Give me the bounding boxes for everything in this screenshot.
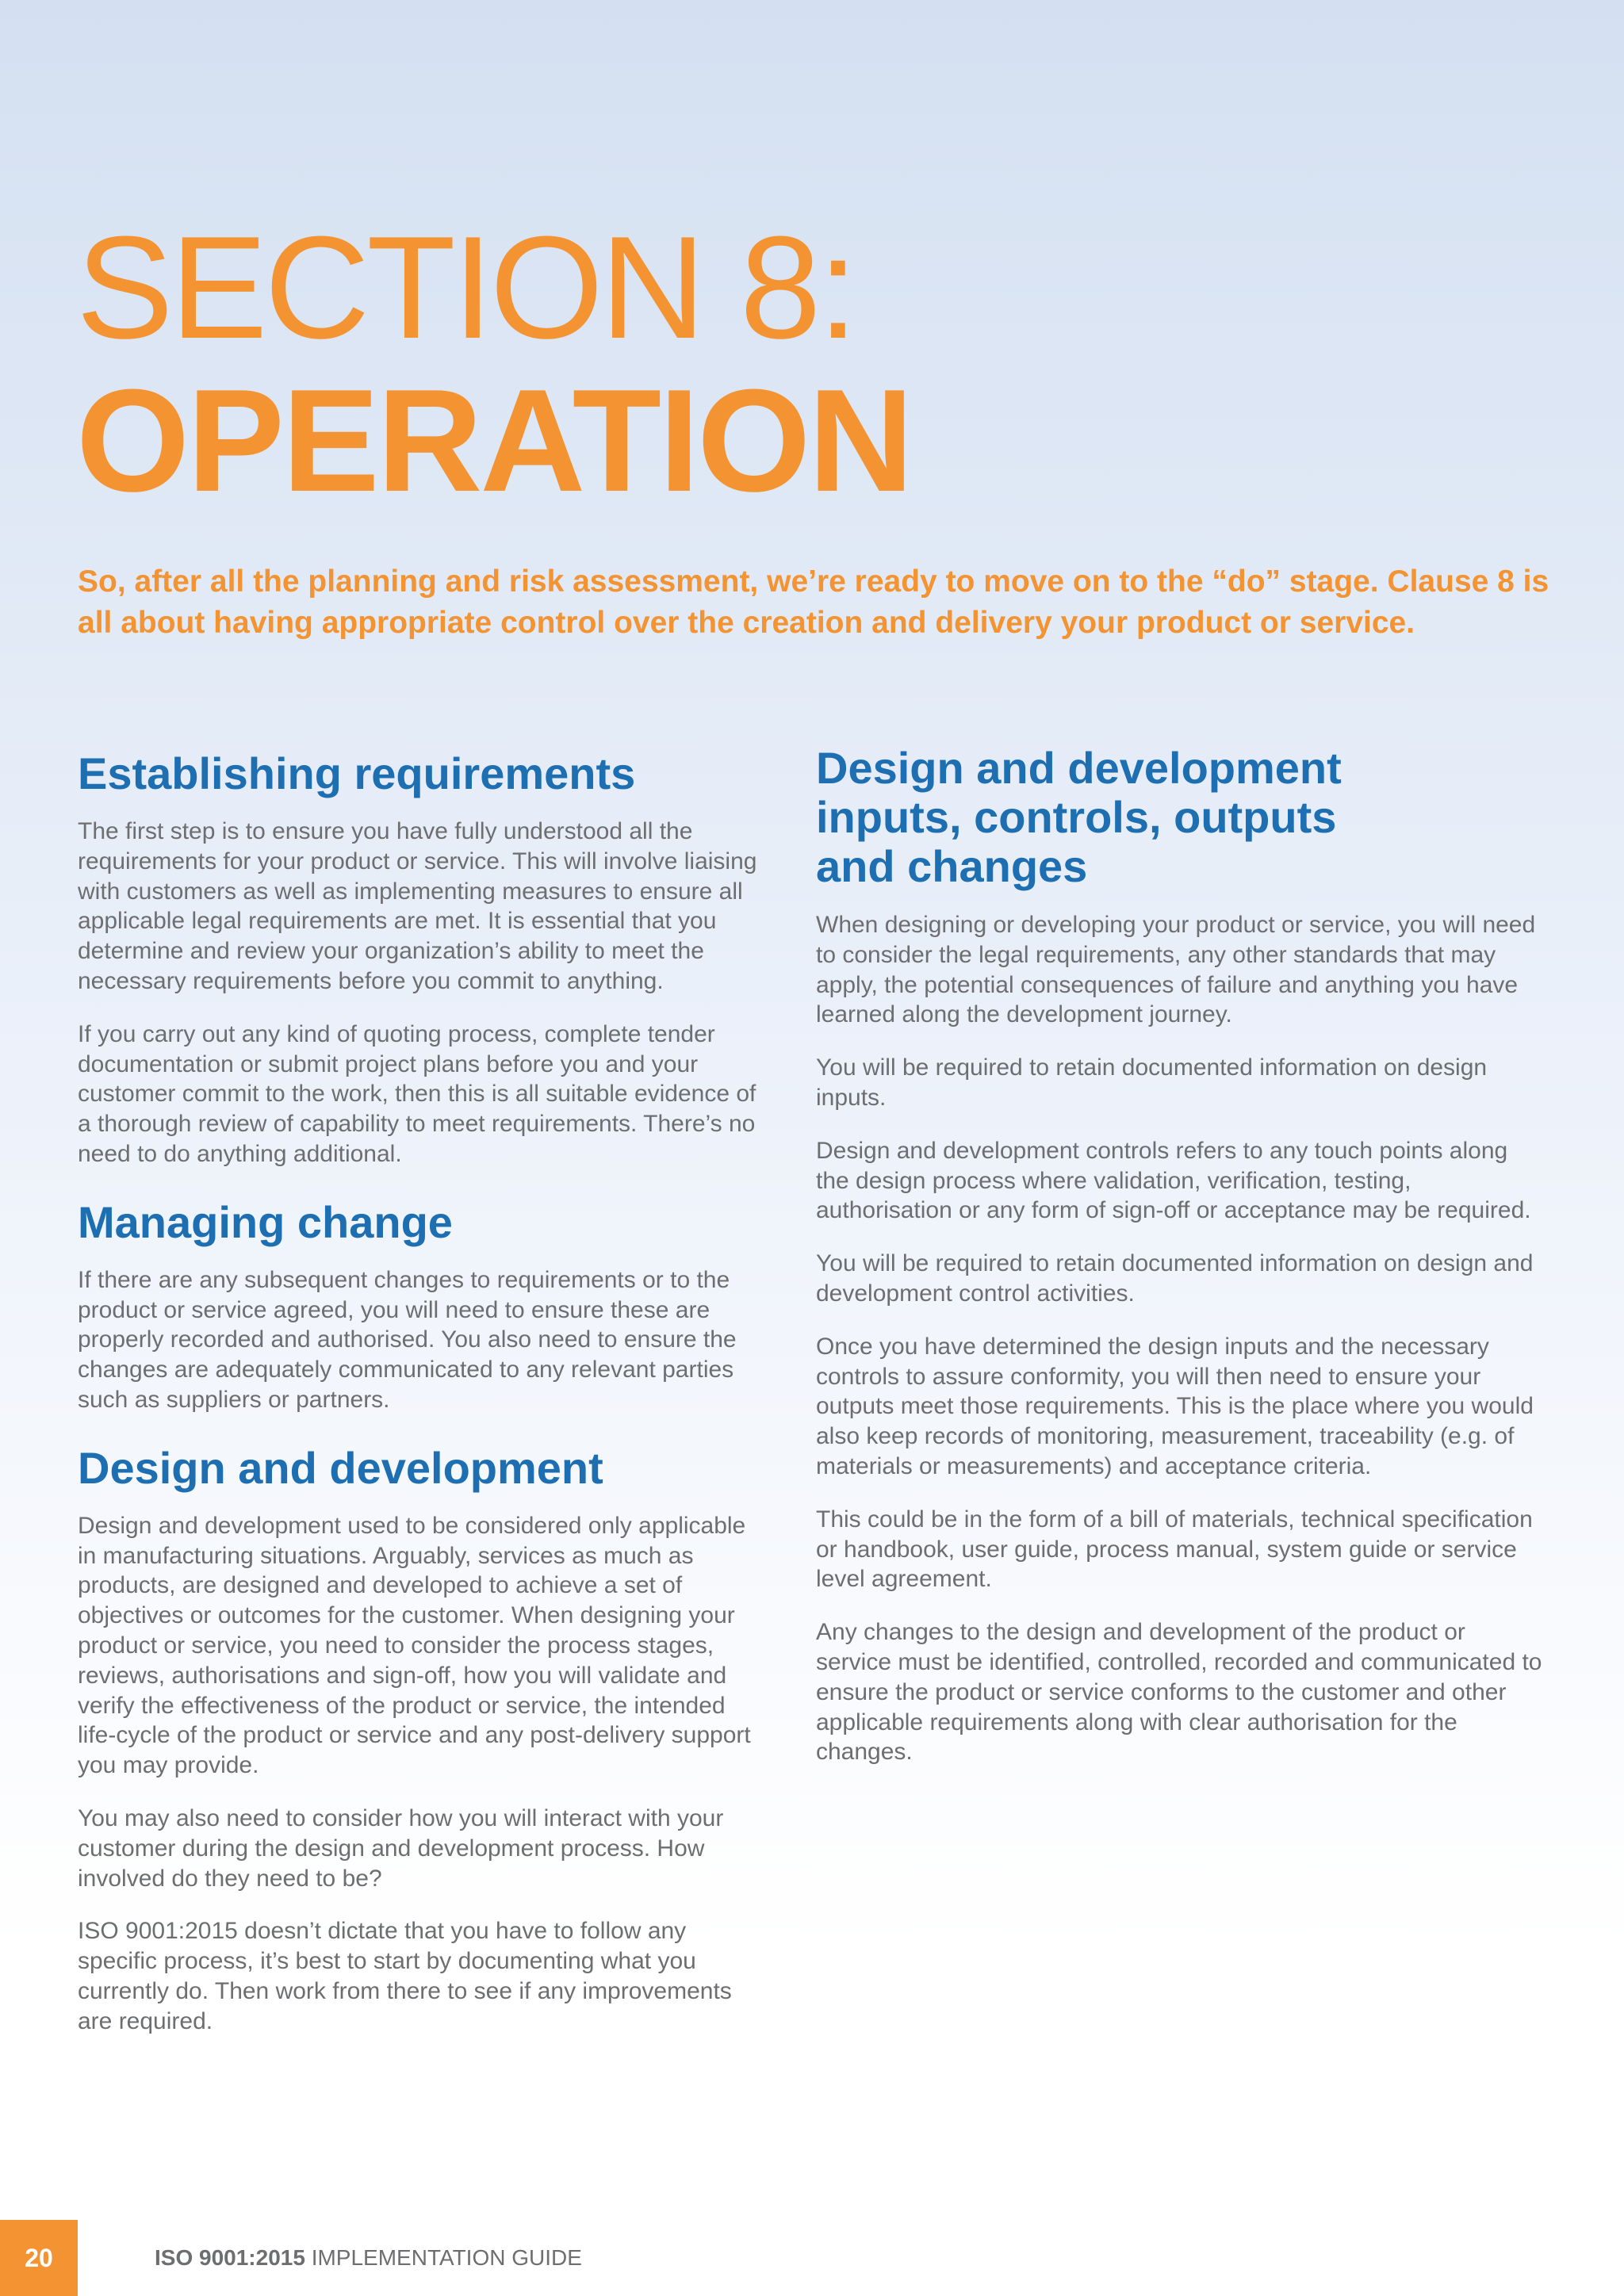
paragraph: You will be required to retain documented information on design inputs. xyxy=(816,1054,1488,1111)
heading-establishing-requirements: Establishing requirements xyxy=(78,748,636,798)
page-number: 20 xyxy=(25,2244,53,2272)
heading-line: Design and development xyxy=(816,743,1342,793)
heading-line: inputs, controls, outputs xyxy=(816,792,1337,842)
right-column xyxy=(816,744,1545,1790)
paragraph: This could be in the form of a bill of materials, technical specification or handbook, user guide, process manual, system guide or service level agreement. xyxy=(816,1506,1533,1593)
paragraph: Design and development controls refers to any touch points along the design process where validation, verification, testing, authorisation or any form of sign-off or acceptance may be required. xyxy=(816,1137,1531,1224)
paragraph: Any changes to the design and development of the product or service must be identified, controlled, recorded and communicated to ensure the product or service conforms to the customer and other applicable requirements along with clear authorisation for the changes. xyxy=(816,1619,1542,1766)
paragraph: The first step is to ensure you have fully understood all the requirements for your product or service. This will involve liaising with customers as well as implementing measures to ensure all applicable legal requirements are met. It is essential that you determine and review your organization’s ability to meet the necessary requirements before you commit to anything. xyxy=(78,818,757,994)
footer-guide-bold: ISO 9001:2015 xyxy=(155,2245,305,2270)
paragraph: You may also need to consider how you will interact with your customer during the design and development process. How involved do they need to be? xyxy=(78,1804,724,1892)
section-name-title: OPERATION xyxy=(76,358,912,522)
heading-managing-change: Managing change xyxy=(78,1196,453,1247)
left-column xyxy=(78,744,769,2060)
heading-design-development: Design and development xyxy=(78,1442,603,1493)
paragraph: Once you have determined the design inputs and the necessary controls to assure conformity, you will then need to ensure your outputs meet those requirements. This is the place where you would also keep records of monitoring, measurement, traceability (e.g. of materials or measurements) and acceptance criteria. xyxy=(816,1333,1534,1479)
paragraph: When designing or developing your product or service, you will need to consider the legal requirements, any other standards that may apply, the potential consequences of failure and anything you have learned along the development journey. xyxy=(816,912,1536,1028)
heading-line: and changes xyxy=(816,841,1088,891)
paragraph: If you carry out any kind of quoting process, complete tender documentation or submit project plans before you and your customer commit to the work, then this is all suitable evidence of a thorough review of capability to meet requirements. There’s no need to do anything additional. xyxy=(78,1020,756,1167)
paragraph: If there are any subsequent changes to requirements or to the product or service agreed, you will need to ensure these are properly recorded and authorised. You also need to ensure the changes are adequately communicated to any relevant parties such as suppliers or partners. xyxy=(78,1266,737,1413)
section-number-title: SECTION 8: xyxy=(76,205,856,369)
paragraph: Design and development used to be considered only applicable in manufacturing situations. Arguably, services as much as products, are designed and developed to achieve a set of objectives or outcomes for the customer. When designing your product or service, you need to consider the process stages, reviews, authorisations and sign-off, how you will validate and verify the effectiveness of the product or service, the intended life-cycle of the product or service and any post-delivery support you may provide. xyxy=(78,1512,751,1779)
heading-design-inputs-controls xyxy=(816,744,1545,891)
paragraph: You will be required to retain documented information on design and development control activities. xyxy=(816,1250,1534,1307)
intro-text: So, after all the planning and risk assessment, we’re ready to move on to the “do” stage. Clause 8 is all about having appropriate control over the creation and delivery your product or service. xyxy=(78,564,1549,640)
paragraph: ISO 9001:2015 doesn’t dictate that you have to follow any specific process, it’s best to start by documenting what you currently do. Then work from there to see if any improvements are required. xyxy=(78,1918,732,2034)
footer-guide-rest: IMPLEMENTATION GUIDE xyxy=(304,2245,582,2270)
footer-guide-title xyxy=(155,2242,582,2274)
